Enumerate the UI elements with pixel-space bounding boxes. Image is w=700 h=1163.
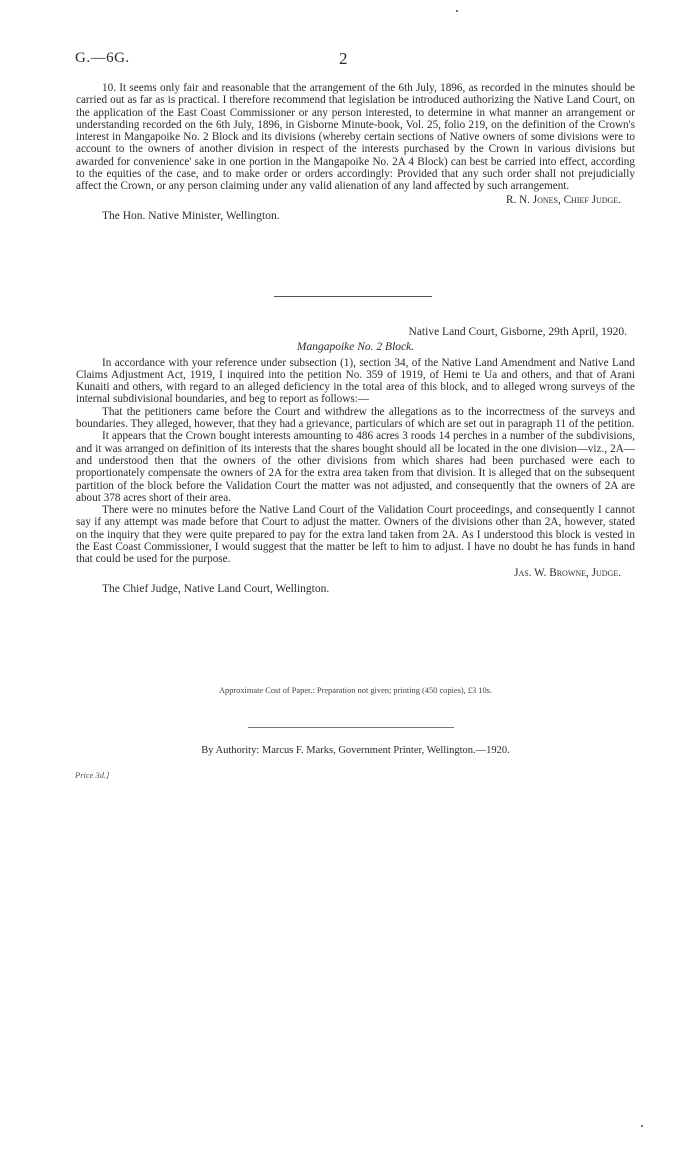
chief-judge-signature: R. N. Jones, Chief Judge. (506, 193, 621, 206)
report-paragraph: It appears that the Crown bought interests amounting to 486 acres 3 roods 14 perches in a number of the subdivisions, and it was arranged on definition of its interests that the shares bought should all be located in the one division—viz., 2A—and understood then that the owners of the other divisions from which shares had been purchased were each to proportionately compensate the owners of 2A for the extra area taken from that division. It is alleged that on the subsequent partition of the block before the Validation Court the matter was not adjusted, and consequently that the owners of 2A are about 378 acres short of their area. (76, 430, 635, 504)
report-paragraph: That the petitioners came before the Court and withdrew the allegations as to the incorrectness of the surveys and boundaries. They alleged, however, that they had a grievance, particulars of which are set out in paragraph 11 of the petition. (76, 405, 635, 431)
scan-speck (456, 10, 458, 12)
judge-report (76, 326, 635, 595)
section-divider (274, 296, 432, 297)
chief-judge-report (76, 82, 635, 222)
report-paragraph: There were no minutes before the Native Land Court of the Validation Court proceedings, and consequently I cannot say if any attempt was made before that Court to adjust the matter. Owners of the divisions other than 2A, however, stated on the inquiry that they were quite prepared to pay for the extra land taken from 2A. As I understood this block is vested in the East Coast Commissioner, I would suggest that the matter be left to him to adjust. I have no doubt he has funds in hand that could be used for the purpose. (76, 504, 635, 566)
document-reference: G.—6G. (75, 50, 130, 66)
printer-authority: By Authority: Marcus F. Marks, Government Printer, Wellington.—1920. (201, 745, 510, 756)
report-dateline: Native Land Court, Gisborne, 29th April, 1920. (408, 326, 627, 338)
page-number: 2 (339, 49, 348, 68)
addressee-native-minister: The Hon. Native Minister, Wellington. (102, 209, 280, 222)
footer-divider (248, 727, 454, 728)
report-subject: Mangapoike No. 2 Block. (296, 341, 415, 354)
paragraph-10: 10. It seems only fair and reasonable that the arrangement of the 6th July, 1896, as recorded in the minutes should be carried out as far as is practical. I therefore recommend that legislation be introduced authorizing the Native Land Court, on the application of the East Coast Commissioner or any person interested, to determine in what manner an arrangement or understanding recorded on the 6th July, 1896, in Gisborne Minute-book, Vol. 25, folio 219, on the definition of the Crown's interest in Mangapoike No. 2 Block and its divisions (whereby certain sections of Native owners of some divisions were to account to the owners of another division in respect of the interests purchased by the Crown in various divisions but awarded for convenience' sake in one portion in the Mangapoike No. 2A 4 Block) can best be carried into effect, according to the equities of the case, and to make order or orders accordingly: Provided that any such order shall not prejudicially affect the Crown, or any person claiming under any valid alienation of any land affected by such arrangement. (76, 82, 635, 193)
price-note: Price 3d.] (75, 770, 110, 780)
cost-of-paper-note: Approximate Cost of Paper.: Preparation not given; printing (450 copies), £3 10s. (218, 686, 493, 695)
report-paragraph: In accordance with your reference under subsection (1), section 34, of the Native Land Amendment and Native Land Claims Adjustment Act, 1919, I inquired into the petition No. 359 of 1919, of Hemi te Ua and others, and that of Arani Kunaiti and others, with regard to an alleged deficiency in the total area of this block, and to alleged wrong surveys of the internal subdivisional boundaries, and beg to report as follows:— (76, 356, 635, 406)
scan-speck (641, 1125, 643, 1127)
addressee-chief-judge: The Chief Judge, Native Land Court, Wellington. (102, 582, 330, 595)
judge-signature: Jas. W. Browne, Judge. (514, 566, 621, 579)
